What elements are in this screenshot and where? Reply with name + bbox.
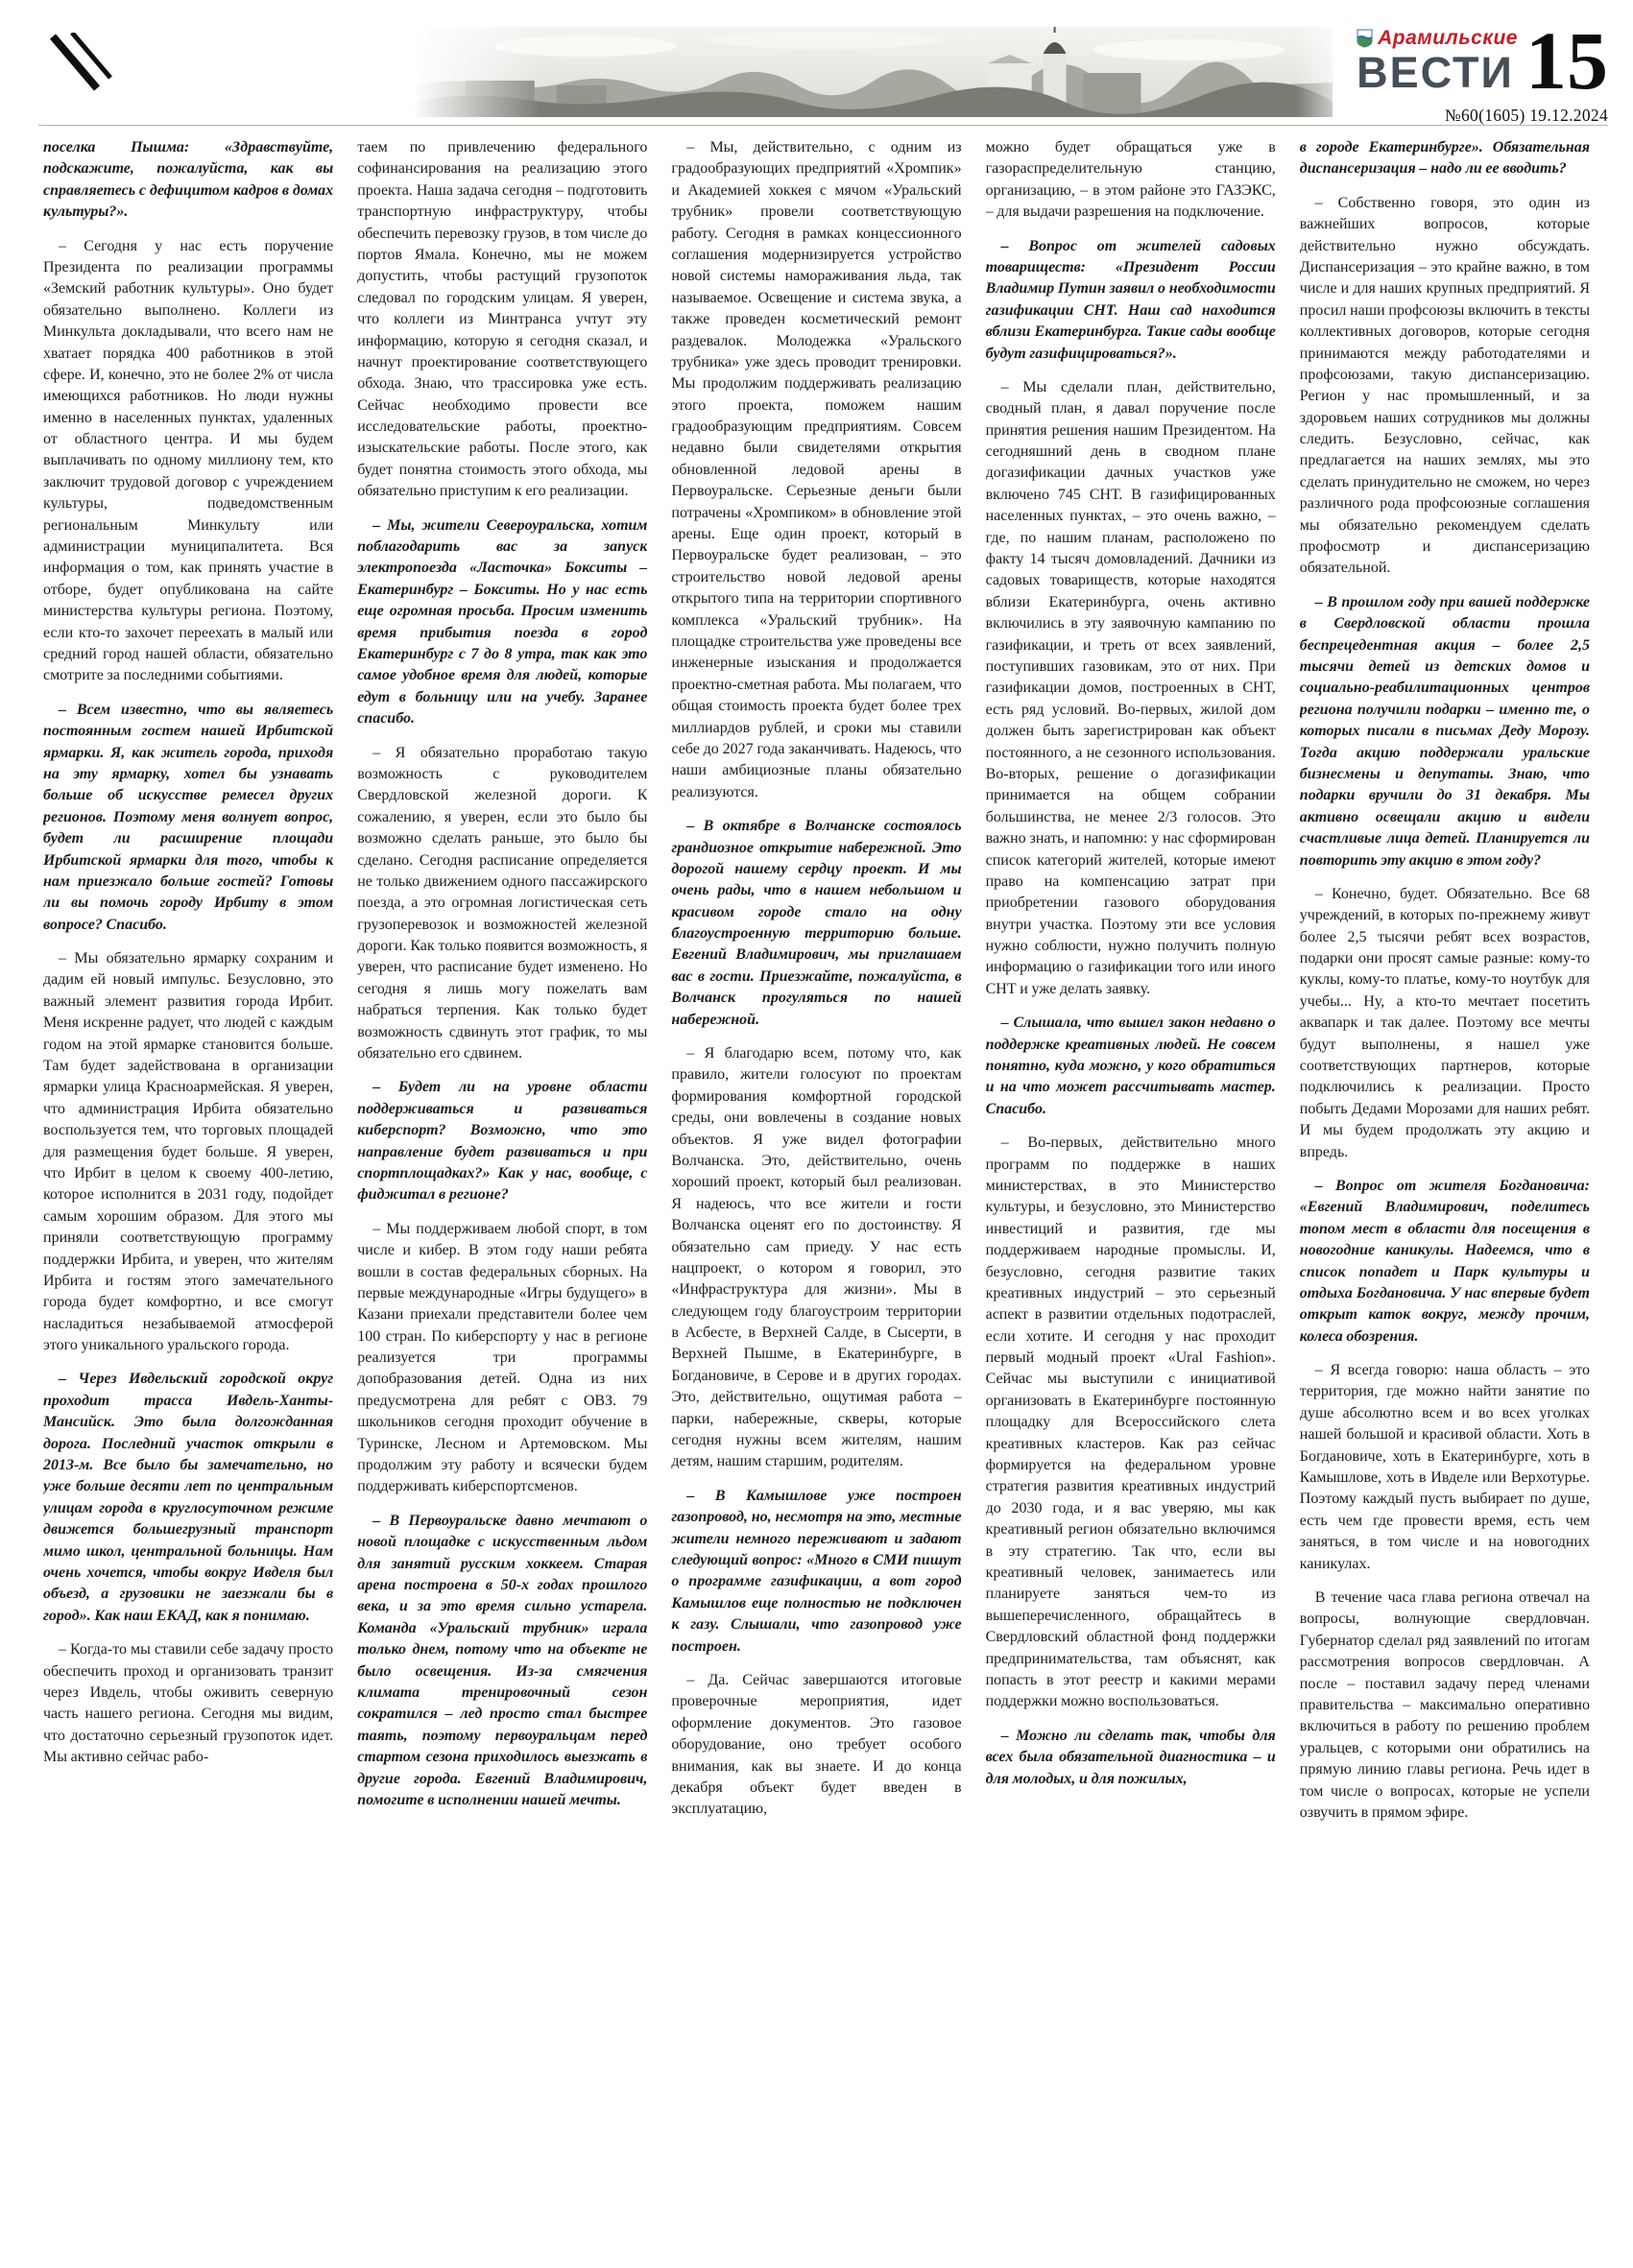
corner-slash-mark-icon [43,33,120,96]
question-paragraph: – Мы, жители Североуральска, хотим поблагодарить вас за запуск электропоезда «Ласточка» Бокситы – Екатеринбург – Бокситы. Но у нас есть еще огромная просьба. Просим изменить время прибытия поезда в город Екатеринбург с 7 до 8 утра, так как это самое удобное время для людей, которые едут в больницу или на учебу. Заранее спасибо. [357,516,648,728]
question-paragraph: поселка Пышма: «Здравствуйте, подскажите, пожалуйста, как вы справляетесь с дефицитом кадров в домах культуры?». [43,139,334,221]
answer-paragraph: – Мы поддерживаем любой спорт, в том числе и кибер. В этом году наши ребята вошли в состав федеральных сборных. На первые международные «Игры будущего» в Казани приехали представители более чем 100 стран. По киберспорту у нас в регионе реализуется три программы допобразования детей. Одна из них предусмотрена для ребят с ОВЗ. 79 школьников сегодня проходит обучение в Туринске, Лесном и Артемовском. Мы продолжим эту работу и всячески будем поддерживать киберспортсменов. [357,1220,648,1495]
answer-paragraph: таем по привлечению федерального софинансирования на реализацию этого проекта. Наша задача сегодня – подготовить транспортную инфраструктуру, чтобы обеспечить перевозку грузов, в том числе до портов Ямала. Конечно, мы не можем допустить, чтобы растущий грузопоток следовал по городским улицам. Я уверен, что коллеги из Минтранса учтут эту информацию, которую я сегодня сказал, и начнут проектирование соответствующего обхода. Знаю, что трассировка уже есть. Сейчас необходимо провести все исследовательские работы, проектно-изыскательские работы. После этого, как будет понятна стоимость этого обхода, мы обязательно приступим к его реализации. [357,139,648,500]
text-column-3 [671,137,961,2243]
question-paragraph: – Будет ли на уровне области поддерживаться и развиваться киберспорт? Возможно, что это направление будет развиваться и при спортплощадках?» Как у нас, вообще, с фиджитал в регионе? [357,1079,648,1204]
question-paragraph: в городе Екатеринбурге». Обязательная диспансеризация – надо ли ее вводить? [1299,139,1590,178]
aramil-crest-icon [1357,29,1373,48]
answer-paragraph: – Я благодарю всем, потому что, как правило, жители голосуют по проектам формирования комфортной городской среды, они вовлечены в создание новых объектов. Я уже видел фотографии Волчанска. Это, действительно, очень хороший проект, который был реализован. Я надеюсь, что все жители и гости Волчанска оценят его по достоинству. Я обязательно сам приеду. У нас есть нацпроект, о котором я говорил, это «Инфраструктура для жизни». Мы в следующем году благоустроим территории в Асбесте, в Верхней Салде, в Сысерти, в Верхней Пышме, в Екатеринбурге, в Богдановиче, в Серове и в других городах. Это, действительно, ощутимая работа – парки, набережные, скверы, которые сегодня нужны всем жителям, нашим детям, нашим старшим, родителям. [671,1045,962,1470]
answer-paragraph: – Собственно говоря, это один из важнейших вопросов, которые действительно нужно обсуждать. Диспансеризация – это крайне важно, в том числе и для наших крупных предприятий. Я просил наши профсоюзы включить в тексты коллективных договоров, которые сегодня принимаются между работодателями и профсоюзами, такую диспансеризацию. Регион у нас промышленный, и за здоровьем наших сотрудников мы должны следить. Безусловно, сейчас, как предлагается на наших землях, мы это сделать принудительно не сможем, но через различного рода профсоюзные соглашения мы обязательно рекомендуем сделать профосмотр и диспансеризацию обязательной. [1299,194,1590,577]
answer-paragraph: – Мы, действительно, с одним из градообразующих предприятий «Хромпик» и Академией хоккея с мячом «Уральский трубник» провели соответствующую работу. Сегодня в рамках концессионного соглашения модернизируется устройство новой системы намораживания льда, так называемое. Освещение и система звука, а также проведен косметический ремонт раздевалок. Молодежка «Уральского трубника» уже здесь проводит тренировки. Мы продолжим поддерживать реализацию этого проекта, поможем нашим градообразующим предприятиям. Совсем недавно были свидетелями открытия обновленной ледовой арены в Первоуральске. Серьезные деньги были потрачены «Хромпиком» в обновление этой арены. Еще один проект, который в Первоуральске будет реализован, – это строительство новой ледовой арены открытого типа на территории спортивного комплекса «Уральский трубник». На площадке строительства уже проведены все инженерные изыскания и продолжается проектно-сметная работа. Мы полагаем, что общая стоимость проекта будет более трех миллиардов рублей, и сроки мы ставили себе до 2027 года заканчивать. Надеюсь, что наши амбициозные планы обязательно реализуются. [671,139,962,800]
masthead [1333,14,1608,126]
question-paragraph: – Слышала, что вышел закон недавно о поддержке креативных людей. Не совсем понятно, куда можно, у кого обратиться и на что может рассчитывать мастер. Спасибо. [985,1015,1276,1117]
issue-number-date: №60(1605) 19.12.2024 [1445,105,1608,125]
answer-paragraph: – Мы сделали план, действительно, сводный план, я давал поручение после принятия решения нашим Президентом. На сегодняшний день в сводном плане догазификации дачных участков уже включено 745 СНТ. В газифицированных населенных пунктах, – это очень важно, – где, по нашим планам, расположено по факту 14 тысяч домовладений. Дачники из садовых товариществ, которые находятся вблизи Екатеринбурга, очень активно включились в эту заявочную кампанию по газификации, и треть от всех заявлений, поступивших газовикам, это от них. При газификации домов, построенных в СНТ, есть ряд условий. Во-первых, жилой дом должен быть зарегистрирован как объект постоянного, а не сезонного использования. Во-вторых, решение о догазификации принимается на общем собрании большинства, не менее 2/3 голосов. Это важно знать, и напомню: у нас сформирован список категорий жителей, которые имеют право на компенсацию затрат при приобретении газового оборудования внутри участка. Поэтому эти все условия нужно соблюсти, нужно получить полную информацию о газификации того или иного СНТ и уже делать заявку. [985,378,1276,997]
text-column-5 [1300,137,1590,2243]
question-paragraph: – Можно ли сделать так, чтобы для всех была обязательной диагностика – и для молодых, и для пожилых, [985,1727,1276,1787]
question-paragraph: – Через Ивдельский городской округ проходит трасса Ивдель-Ханты-Мансийск. Это была долгожданная дорога. Последний участок открыли в 2013-м. Все было бы замечательно, но уже больше десяти лет по центральным улицам города в круглосуточном режиме движется большегрузный транспорт мимо школ, центральной больницы. Нам очень хочется, чтобы вокруг Ивделя был объезд, а грузовики не заезжали бы в город». Как наш ЕКАД, как я понимаю. [43,1371,334,1624]
question-paragraph: – Всем известно, что вы являетесь постоянным гостем нашей Ирбитской ярмарки. Я, как житель города, приходя на эту ярмарку, хотел бы узнавать больше об искусстве ремесел других регионов. Поэтому меня волнует вопрос, будет ли расширение площади Ирбитской ярмарки для того, чтобы к нам приезжало больше гостей? Готовы ли вы помочь городу Ирбиту в этом вопросе? Спасибо. [43,701,334,933]
text-column-4 [986,137,1276,2243]
question-paragraph: – В Камышлове уже построен газопровод, но, несмотря на это, местные жители немного переживают и задают следующий вопрос: «Много в СМИ пишут о программе газификации, а вот город Камышлов еще полностью не подключен к газу. Слышали, что газопровод уже построен. [671,1487,962,1655]
question-paragraph: – В октябре в Волчанске состоялось грандиозное открытие набережной. Это дорогой нашему сердцу проект. И мы очень рады, что в нашем небольшом и красивом городе стало на одну благоустроенную территорию больше. Евгений Владимирович, мы приглашаем вас в гости. Приезжайте, пожалуйста, в Волчанск прогуляться по нашей набережной. [671,818,962,1028]
answer-paragraph: – Я всегда говорю: наша область – это территория, где можно найти занятие по душе абсолютно всем и во всех уголках нашей большой и красивой области. Хоть в Богдановиче, хоть в Екатеринбурге, хоть в Камышлове, хоть в Ивделе или Верхотурье. Поэтому каждый пусть выбирает по душе, есть чем где провести время, есть чем заняться, в том числе и на новогодних каникулах. [1299,1362,1590,1572]
article-columns [43,137,1590,2243]
answer-paragraph: – Когда-то мы ставили себе задачу просто обеспечить проход и организовать транзит через Ивдель, чтобы оживить северную часть нашего региона. Сегодня мы видим, что достаточно серьезный грузопоток идет. Мы активно сейчас рабо- [43,1641,334,1766]
question-paragraph: – Вопрос от жителей садовых товариществ: «Президент России Владимир Путин заявил о необходимости газификации СНТ. Наш сад находится вблизи Екатеринбурга. Такие сады вообще будут газифицироваться?». [985,237,1276,362]
newspaper-brand [1357,25,1518,97]
text-column-2 [357,137,647,2243]
page-number: 15 [1525,14,1608,107]
answer-paragraph: – Конечно, будет. Обязательно. Все 68 учреждений, в которых по-прежнему живут более 2,5 тысячи ребят всех возрастов, подарки они просят самые разные: кому-то куклы, кому-то платье, кому-то ноутбук для учебы... Ну, а кто-то мечтает посетить аквапарк и так далее. Поэтому все мечты будут выполнены, я нашел уже соответствующих партнеров, которые подключились к реализации. Просто побыть Дедами Морозами для наших ребят. И мы будем продолжать эту акцию и впредь. [1299,885,1590,1160]
header-divider [38,125,1608,126]
brand-name-bottom: ВЕСТИ [1357,48,1514,97]
text-column-1 [43,137,333,2243]
header-panorama-photo [413,27,1333,117]
answer-paragraph: – Во-первых, действительно много программ по поддержке в наших министерствах, в это Министерство культуры, и безусловно, это Министерство инвестиций и развития, где мы поддерживаем народные промыслы. И, безусловно, сегодня развитие таких креативных индустрий – это серьезный аспект в развитии отдельных подотраслей, если хотите. И сегодня у нас проходит первый модный проект «Ural Fashion». Сейчас мы выступили с инициативой организовать в Екатеринбурге постоянную площадку для Всероссийского слета креативных кластеров. Как раз сейчас формируется на федеральном уровне стратегия развития креативных индустрий до 2030 года, и я вас уверяю, мы как креативный регион обязательно включимся в эту стратегию. Так что, если вы креативный человек, занимаетесь или планируете заняться чем-то из вышеперечисленного, обращайтесь в Свердловский областной фонд поддержки предпринимательства, там объяснят, как попасть в этот реестр и какими мерами поддержки можно воспользоваться. [985,1134,1276,1710]
answer-paragraph: – Мы обязательно ярмарку сохраним и дадим ей новый импульс. Безусловно, это важный элемент развития города Ирбит. Меня искренне радует, что людей с каждым годом на этой ярмарке становится больше. Там будет задействована в организации ярмарки улица Красноармейская. Я уверен, что администрация Ирбита обязательно воспользуется тем, что торговых площадей для размещения будет больше. Я уверен, что Ирбит в целом к своему 400-летию, которое исполнится в 2031 году, подойдет самым хорошим образом. Для этого мы приняли соответствующую программу поддержки Ирбита, и уверен, что жителям Ирбита и гостям этого замечательного города будет комфортно, и все смогут насладиться незабываемой атмосферой этого уникального уральского города. [43,950,334,1354]
answer-paragraph: В течение часа глава региона отвечал на вопросы, волнующие свердловчан. Губернатор сделал ряд заявлений по итогам рассмотрения вопросов свердловчан. А после – поставил задачу перед членами правительства – максимально оперативно включиться в работу по решению проблем уральцев, с которыми они обратились на прямую линию главы региона. Речь идет в том числе о вопросах, которые не успели озвучить в прямом эфире. [1299,1589,1590,1821]
answer-paragraph: – Да. Сейчас завершаются итоговые проверочные мероприятия, идет оформление документов. Это газовое оборудование, оно требует особого внимания, как вы знаете. И до конца декабря объект будет введен в эксплуатацию, [671,1671,962,1818]
answer-paragraph: – Сегодня у нас есть поручение Президента по реализации программы «Земский работник культуры». Оно будет обязательно выполнено. Коллеги из Минкульта докладывали, что всего нам не хватает порядка 400 работников в этой сфере. И, конечно, это не более 2% от числа имеющихся работников. Но люди нужны именно в населенных пунктах, удаленных от областного центра. И мы будем выплачивать по одному миллиону тем, кто заключит трудовой договор с учреждением культуры, подведомственным региональным Минкульту или администрации муниципалитета. Вся информация о том, как принять участие в отборе, будет опубликована на сайте министерства культуры региона. Поэтому, если кто-то захочет переехать в малый или средний город нашей области, обязательно смотрите за последними событиями. [43,237,334,684]
question-paragraph: – В Первоуральске давно мечтают о новой площадке с искусственным льдом для занятий русским хоккеем. Старая арена построена в 50-х годах прошлого века, и за это время сильно устарела. Команда «Уральский трубник» играла только днем, потому что на объекте не было освещения. Из-за смягчения климата тренировочный сезон сократился – лед просто стал быстрее таять, поэтому первоуральцам перед стартом сезона приходилось выезжать в другие города. Евгений Владимирович, помогите в исполнении нашей мечты. [357,1512,648,1808]
question-paragraph: – В прошлом году при вашей поддержке в Свердловской области прошла беспрецедентная акция – более 2,5 тысячи детей из детских домов и социально-реабилитационных центров региона получили подарки – именно те, о которых писали в письмах Деду Морозу. Тогда акцию поддержали уральские бизнесмены и депутаты. Знаю, что подарки вручили до 31 декабря. Мы активно освещали акцию и видели счастливые лица детей. Планируется ли повторить эту акцию в этом году? [1299,593,1590,869]
answer-paragraph: – Я обязательно проработаю такую возможность с руководителем Свердловской железной дороги. К сожалению, я уверен, если это было бы возможно сделать раньше, это было бы сделано. Сегодня расписание определяется не только движением одного пассажирского поезда, а это огромная логистическая сеть грузоперевозок и возможностей железной дороги. Как только появится возможность, я уверен, что расписание будет изменено. Но сегодня я лишь могу пожелать вам набраться терпения. Как только будет возможность сдвинуть этот график, то мы обязательно его сдвинем. [357,744,648,1062]
brand-name-top: Арамильские [1378,27,1518,49]
question-paragraph: – Вопрос от жителя Богдановича: «Евгений Владимирович, поделитесь топом мест в области для посещения в новогодние каникулы. Надеемся, что в список попадет и Парк культуры и отдыха Богдановича. У нас впервые будет открыт каток вокруг, между прочим, колеса обозрения. [1299,1177,1590,1345]
answer-paragraph: можно будет обращаться уже в газораспределительную станцию, организацию, – в этом районе это ГАЗЭКС, – для выдачи разрешения на подключение. [985,139,1276,221]
